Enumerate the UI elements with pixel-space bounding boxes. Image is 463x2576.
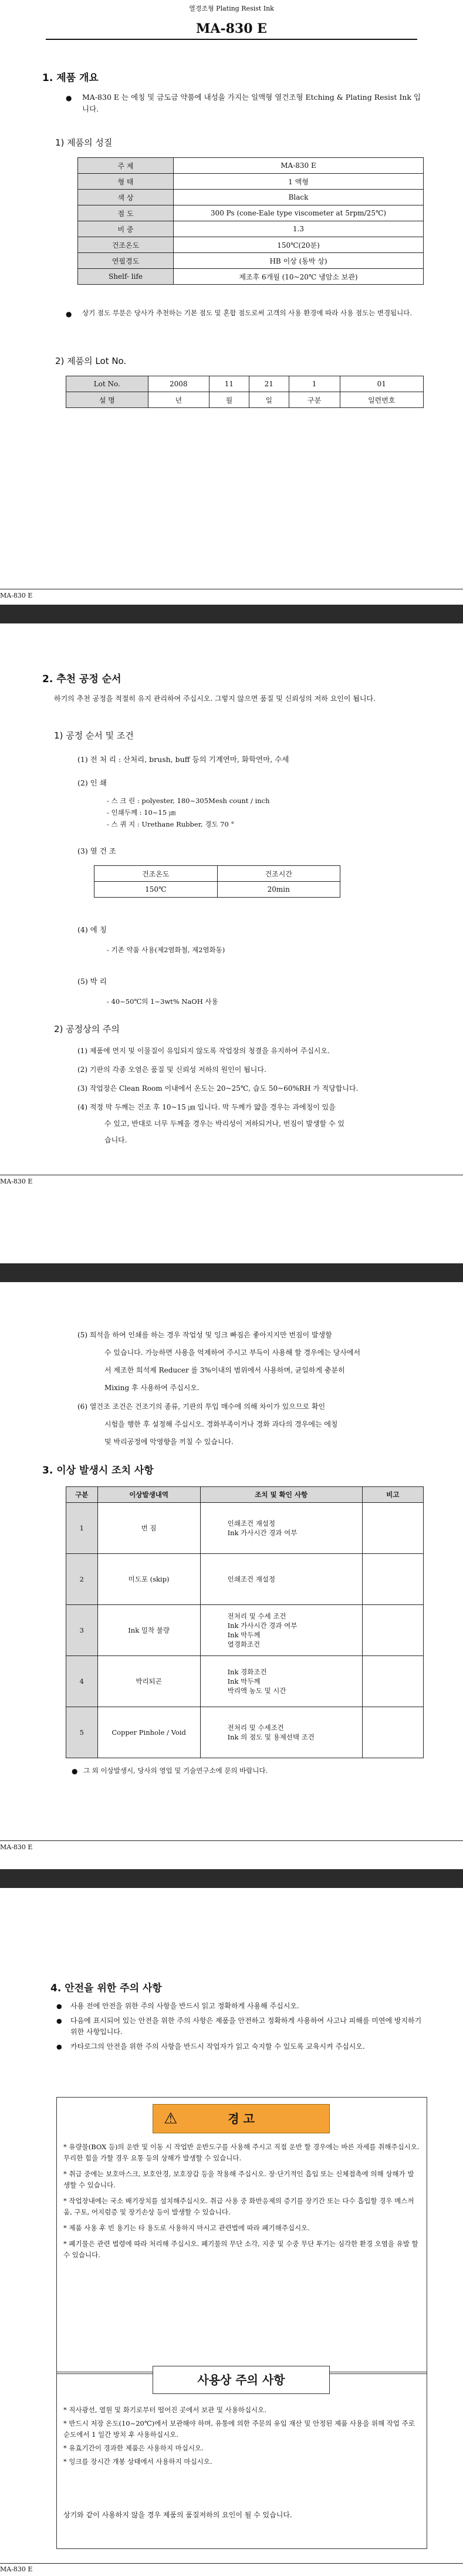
caution-5a: (5) 희석을 하여 인쇄를 하는 경우 작업성 및 잉크 빠짐은 좋아지지만 번짐이 발생할 <box>77 1331 332 1339</box>
trouble-no: 2 <box>66 1554 98 1605</box>
trouble-header-cell: 구분 <box>66 1487 98 1503</box>
process-sub-title: 1) 공정 순서 및 조건 <box>54 730 134 741</box>
step-5: (5) 박 리 <box>77 977 107 986</box>
section-4-title: 4. 안전을 위한 주의 사항 <box>50 1982 162 1994</box>
footer-rule <box>0 1840 463 1841</box>
lot-cell: 21 <box>249 376 289 392</box>
usage-item: * 유효기간이 경과한 제품은 사용하지 마십시오. <box>63 2444 204 2452</box>
usage-items <box>63 2405 420 2470</box>
property-name: 연필경도 <box>78 253 174 269</box>
section-2-intro: 하기의 추천 공정을 적절히 유지 관리하여 주십시오. 그렇지 않으면 품질 및 신뢰성의 저하 요인이 됩니다. <box>54 694 376 703</box>
page-1 <box>0 0 463 605</box>
table-row <box>66 1656 424 1707</box>
trouble-actions <box>200 1707 362 1758</box>
title-rule <box>46 39 417 40</box>
properties-table <box>77 157 424 285</box>
warning-item: * 제품 사용 후 빈 용기는 타 용도로 사용하지 마시고 관련법에 따라 폐기해주십시오. <box>63 2224 310 2232</box>
trouble-action: Ink 의 점도 및 용제선택 조건 <box>227 1733 315 1741</box>
lot-cell: 일련번호 <box>340 392 423 408</box>
footer-label: MA-830 E <box>0 2565 33 2573</box>
list-item <box>56 2041 426 2052</box>
lot-cell: 설 명 <box>66 392 148 408</box>
table-header-row <box>66 1487 424 1503</box>
bullet-icon: ● <box>66 310 72 318</box>
caution-4a: (4) 적정 막 두께는 건조 후 10~15 ㎛ 입니다. 막 두께가 얇을 경우는 과에칭이 있을 <box>77 1103 336 1111</box>
dry-time-header: 건조시간 <box>217 866 340 882</box>
warning-item: * 작업장내에는 국소 배기장치를 설치해주십시오. 취급 사용 중 화반응제의 증기를 장기간 또는 다수 흡입할 경우 메스꺼움, 구토, 어지럼증 및 장기손상 등이 발생할 수 있습니다. <box>63 2197 414 2216</box>
section-1-title: 1. 제품 개요 <box>42 72 99 84</box>
warning-item: * 취급 중에는 보호마스크, 보호안경, 보호장갑 등을 착용해 주십시오. 장·단기적인 흡입 또는 신체접촉에 의해 상해가 발생할 수 있습니다. <box>63 2170 414 2189</box>
table-row <box>66 1554 424 1605</box>
trouble-actions <box>200 1605 362 1656</box>
warning-title <box>153 2104 330 2133</box>
trouble-no: 3 <box>66 1605 98 1656</box>
trouble-actions <box>200 1503 362 1554</box>
dry-condition-table <box>94 865 340 898</box>
caution-5d: Mixing 후 사용하여 주십시오. <box>104 1384 200 1392</box>
property-value: 150℃(20분) <box>174 237 424 253</box>
trouble-remark <box>362 1656 423 1707</box>
property-value: 제조후 6개월 (10~20℃ 냉암소 보관) <box>174 269 424 285</box>
caution-4c: 습니다. <box>104 1136 127 1144</box>
bullet-icon: ● <box>56 2002 62 2010</box>
footer-rule <box>0 2563 463 2564</box>
footer-label: MA-830 E <box>0 592 33 599</box>
lot-cell: 일 <box>249 392 289 408</box>
table-row <box>66 1503 424 1554</box>
table-row <box>78 221 424 237</box>
step-4a: - 기존 약품 사용(제2염화철, 제2염화동) <box>107 946 225 954</box>
trouble-issue: 박리되곤 <box>97 1656 200 1707</box>
lot-cell: 1 <box>289 376 340 392</box>
warning-title-text: 경 고 <box>228 2112 255 2126</box>
trouble-remark <box>362 1554 423 1605</box>
usage-item: * 잉크를 장시간 개봉 상태에서 사용하지 마십시오. <box>63 2457 212 2466</box>
caution-2: (2) 기판의 각종 오염은 품질 및 신뢰성 저하의 원인이 됩니다. <box>77 1066 266 1074</box>
caution-sub-title: 2) 공정상의 주의 <box>54 1024 120 1034</box>
table-row <box>78 269 424 285</box>
header-top: 열경조형 Plating Resist Ink <box>189 5 274 12</box>
trouble-issue: 미도포 (skip) <box>97 1554 200 1605</box>
lot-cell: Lot No. <box>66 376 148 392</box>
trouble-action: Ink 막두께 <box>227 1631 261 1639</box>
trouble-remark <box>362 1707 423 1758</box>
table-row <box>78 205 424 221</box>
lot-cell: 2008 <box>148 376 209 392</box>
page-4 <box>0 1888 463 2576</box>
product-title: MA-830 E <box>196 21 267 36</box>
caution-4b: 수 있고, 반대로 너무 두께울 경우는 박리성이 저하되거나, 번짐이 발생할 수 있 <box>104 1120 344 1128</box>
lot-cell: 구분 <box>289 392 340 408</box>
dry-temp-value: 150℃ <box>94 882 218 898</box>
caution-5c: 서 제조한 희석제 Reducer 를 3%이내의 범위에서 사용하며, 균일하게 충분히 <box>104 1366 345 1374</box>
trouble-table <box>66 1486 424 1758</box>
property-name: 형 태 <box>78 174 174 190</box>
trouble-note: 그 외 이상발생시, 당사의 영업 및 기술연구소에 문의 바랍니다. <box>83 1766 268 1775</box>
dry-temp-header: 건조온도 <box>94 866 218 882</box>
bullet-icon: ● <box>66 94 72 102</box>
lot-table <box>66 376 424 408</box>
bullet-icon: ● <box>56 2043 62 2051</box>
page-separator <box>0 1263 463 1282</box>
property-name: 주 제 <box>78 158 174 174</box>
step-2b: - 인쇄두께 : 10~15 ㎛ <box>107 808 176 817</box>
property-name: 비 중 <box>78 221 174 237</box>
section-1-intro: MA-830 E 는 에칭 및 금도금 약품에 내성을 가지는 일액형 열건조형 Etching & Plating Resist Ink 입니다. <box>82 93 421 113</box>
property-value: 1.3 <box>174 221 424 237</box>
property-name: 색 상 <box>78 190 174 205</box>
bullet-icon: ● <box>56 2017 62 2025</box>
warning-item: * 유량물(BOX 등)의 운반 및 이동 시 작업반 운반도구를 사용해 주시고 직접 운반 할 경우에는 바른 자세를 취해주십시오. 무리한 힘을 가할 경우 요통 등의 상해가 발생할 수 있습니다. <box>63 2143 420 2162</box>
trouble-actions <box>200 1656 362 1707</box>
list-item <box>56 2001 426 2012</box>
table-row <box>66 392 424 408</box>
list-item <box>56 2015 426 2038</box>
caution-3: (3) 작업장은 Clean Room 이내에서 온도는 20~25℃, 습도 50~60%RH 가 적당합니다. <box>77 1084 359 1093</box>
property-value: Black <box>174 190 424 205</box>
lot-cell: 년 <box>148 392 209 408</box>
trouble-action: 전처리 및 수세 조건 <box>227 1612 286 1620</box>
bullet-text: 다음에 표시되어 있는 안전을 위한 주의 사항은 제품을 안전하고 정확하게 사용하여 사고나 피해를 미연에 방지하기 위한 사항입니다. <box>70 2017 422 2036</box>
bullet-text: 카타로그의 안전을 위한 주의 사항을 반드시 작업자가 읽고 숙지할 수 있도록 교육시켜 주십시오. <box>70 2042 365 2051</box>
step-3: (3) 열 건 조 <box>77 847 116 855</box>
trouble-no: 4 <box>66 1656 98 1707</box>
bullet-icon: ● <box>72 1767 78 1775</box>
trouble-action: 열경화조건 <box>227 1640 261 1648</box>
caution-1: (1) 제품에 먼지 및 이물질이 유입되지 않도록 작업장의 청결을 유지하여 주십시오. <box>77 1047 330 1055</box>
warning-items <box>63 2142 420 2265</box>
step-4: (4) 에 칭 <box>77 925 107 934</box>
trouble-issue: 번 짐 <box>97 1503 200 1554</box>
trouble-remark <box>362 1605 423 1656</box>
footer-label: MA-830 E <box>0 1843 33 1851</box>
table-row <box>66 1707 424 1758</box>
caution-6c: 및 박리공정에 악영향을 끼칠 수 있습니다. <box>104 1438 234 1446</box>
props-title: 1) 제품의 성질 <box>55 137 113 148</box>
caution-5b: 수 있습니다. 가능하면 사용을 억제하여 주시고 부득이 사용해 할 경우에는 당사에서 <box>104 1348 361 1357</box>
dry-time-value: 20min <box>217 882 340 898</box>
table-row <box>78 237 424 253</box>
trouble-remark <box>362 1503 423 1554</box>
trouble-actions <box>200 1554 362 1605</box>
lot-cell: 01 <box>340 376 423 392</box>
trouble-action: 인쇄조건 재설정 <box>227 1519 276 1528</box>
page-separator <box>0 1869 463 1888</box>
step-2c: - 스 퀴 지 : Urethane Rubber, 경도 70 ° <box>107 820 235 828</box>
table-row <box>78 174 424 190</box>
section-2-title: 2. 추천 공정 순서 <box>42 673 121 685</box>
trouble-header-cell: 조치 및 확인 사항 <box>200 1487 362 1503</box>
warning-icon: ⚠ <box>164 2110 178 2127</box>
property-value: HB 이상 (동박 상) <box>174 253 424 269</box>
property-name: 건조온도 <box>78 237 174 253</box>
lot-cell: 11 <box>209 376 249 392</box>
safety-bullets <box>56 2001 426 2056</box>
usage-title-text: 사용상 주의 사항 <box>197 2373 285 2387</box>
trouble-no: 1 <box>66 1503 98 1554</box>
footer-label: MA-830 E <box>0 1178 33 1185</box>
property-value: 300 Ps (cone-Eale type viscometer at 5rpm/25℃) <box>174 205 424 221</box>
property-value: MA-830 E <box>174 158 424 174</box>
step-2a: - 스 크 린 : polyester, 180~305Mesh count / inch <box>107 797 270 805</box>
caution-6a: (6) 열건조 조건은 건조기의 종류, 기판의 투입 매수에 의해 차이가 있으므로 확인 <box>77 1402 326 1411</box>
step-5a: - 40~50℃의 1~3wt% NaOH 사용 <box>107 997 218 1006</box>
trouble-issue: Copper Pinhole / Void <box>97 1707 200 1758</box>
trouble-action: 전처리 및 수세조건 <box>227 1724 284 1732</box>
page-separator <box>0 605 463 623</box>
step-1: (1) 전 처 리 : 산처리, brush, buff 등의 기계연마, 화학연마, 수세 <box>77 755 289 764</box>
table-row <box>66 376 424 392</box>
table-row <box>78 190 424 205</box>
property-name: Shelf- life <box>78 269 174 285</box>
page-2 <box>0 623 463 1263</box>
usage-title <box>153 2366 330 2394</box>
trouble-no: 5 <box>66 1707 98 1758</box>
props-note: 상기 점도 부분은 당사가 추천하는 기본 점도 및 혼합 점도로써 고객의 사용 환경에 따라 사용 점도는 변경됩니다. <box>82 309 413 317</box>
usage-item: * 반드시 저장 온도(10~20℃)에서 보관해야 하며, 유통에 의한 주문의 유입 재산 및 안정된 제품 사용을 위해 작업 주로 순도에서 1 일간 방치 후 사용하십시오. <box>63 2419 415 2439</box>
bullet-text: 사용 전에 안전을 위한 주의 사항을 반드시 읽고 정확하게 사용해 주십시오. <box>70 2002 299 2010</box>
page-3 <box>0 1282 463 1869</box>
caution-6b: 시험을 행한 후 설정해 주십시오. 경화부족이거나 경화 과다의 경우에는 에칭 <box>104 1420 338 1428</box>
trouble-action: Ink 가사시간 경과 여부 <box>227 1529 298 1537</box>
trouble-header-cell: 비고 <box>362 1487 423 1503</box>
trouble-action: 인쇄조건 재설정 <box>227 1575 276 1583</box>
step-2: (2) 인 쇄 <box>77 778 107 787</box>
trouble-header-cell: 이상발생내역 <box>97 1487 200 1503</box>
trouble-action: Ink 가사시간 경과 여부 <box>227 1621 298 1630</box>
table-row <box>78 158 424 174</box>
usage-item: * 직사광선, 열원 및 화기로부터 떨어진 곳에서 보관 및 사용하십시오. <box>63 2406 266 2414</box>
property-name: 점 도 <box>78 205 174 221</box>
table-row <box>66 1605 424 1656</box>
trouble-issue: Ink 밀착 불량 <box>97 1605 200 1656</box>
trouble-action: Ink 막두께 <box>227 1677 261 1685</box>
warning-item: * 폐기물은 관련 법령에 따라 처리해 주십시오. 폐기물의 무단 소각, 지중 및 수중 무단 투기는 심각한 환경 오염을 유발 할 수 있습니다. <box>63 2240 418 2259</box>
usage-closing: 상기와 같이 사용하지 않을 경우 제품의 품질저하의 요인이 될 수 있습니다. <box>63 2511 292 2519</box>
lot-title: 2) 제품의 Lot No. <box>55 356 127 366</box>
trouble-action: Ink 경화조건 <box>227 1668 267 1676</box>
section-3-title: 3. 이상 발생시 조치 사항 <box>42 1465 154 1476</box>
lot-cell: 월 <box>209 392 249 408</box>
trouble-action: 박리액 농도 및 시간 <box>227 1687 286 1695</box>
property-value: 1 액형 <box>174 174 424 190</box>
table-row <box>78 253 424 269</box>
